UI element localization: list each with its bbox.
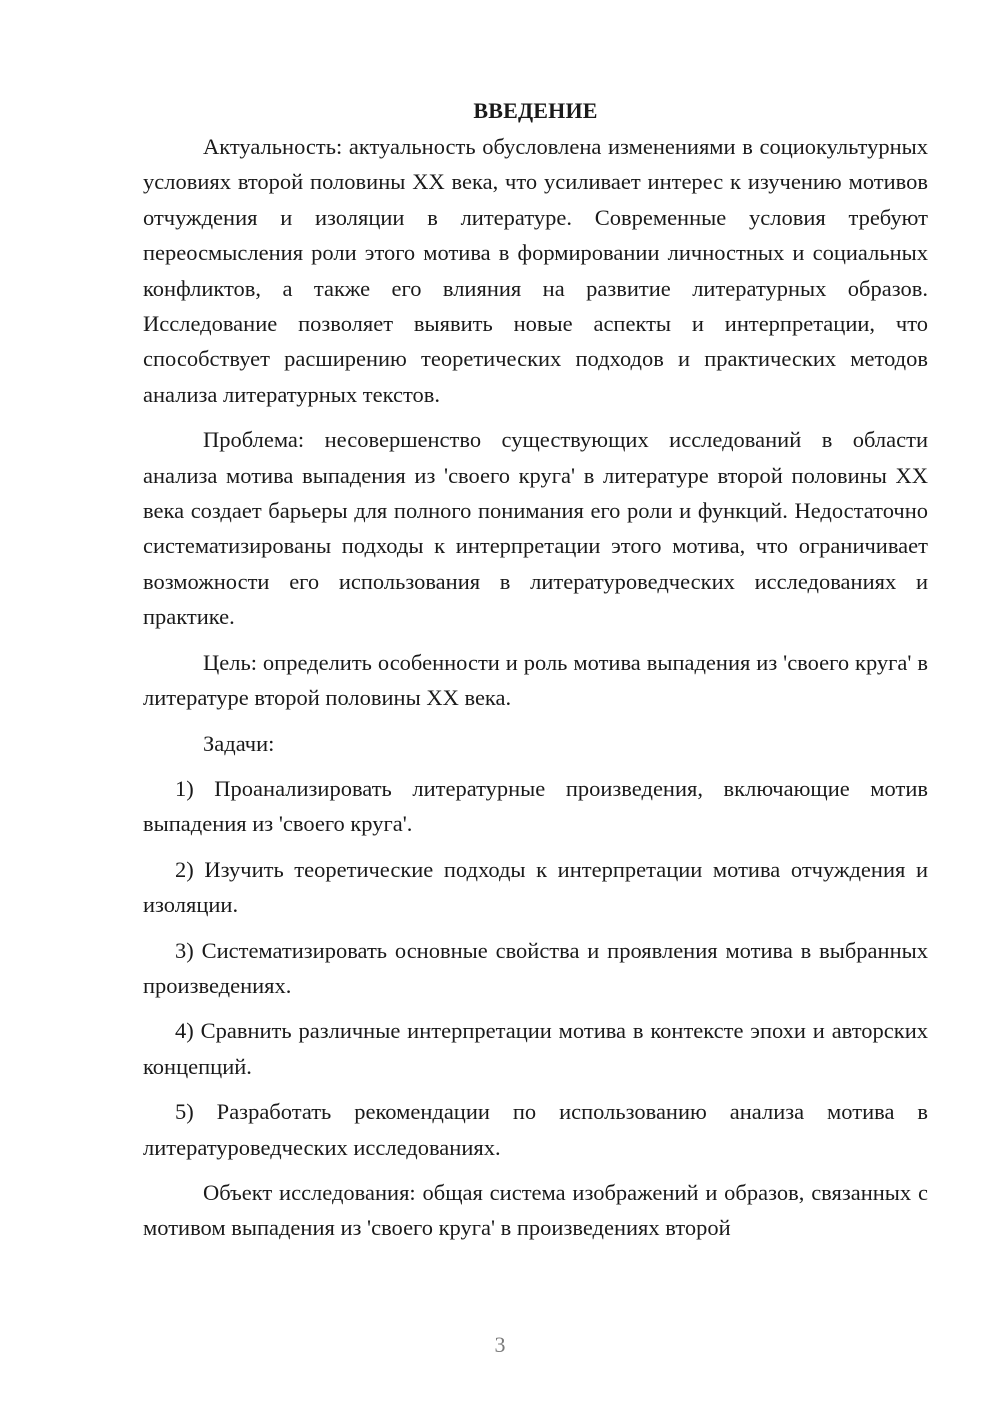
problem-paragraph: Проблема: несовершенство существующих исследований в области анализа мотива выпадения из 'своего круга' в литературе второй половины XX века создает барьеры для полного понимания его роли и функций. Недостаточно систематизированы подходы к интерпретации этого мотива, что ограничивает возможности его использования в литературоведческих исследованиях и практике. [143, 427, 928, 630]
task-item: 4) Сравнить различные интерпретации мотива в контексте эпохи и авторских концепций. [143, 1018, 928, 1079]
object-paragraph: Объект исследования: общая система изображений и образов, связанных с мотивом выпадения из 'своего круга' в произведениях второй [143, 1179, 928, 1241]
relevance-paragraph: Актуальность: актуальность обусловлена изменениями в социокультурных условиях второй половины XX века, что усиливает интерес к изучению мотивов отчуждения и изоляции в литературе. Современные условия требуют переосмысления роли этого мотива в формировании личностных и социальных конфликтов, а также его влияния на развитие литературных образов. Исследование позволяет выявить новые аспекты и интерпретации, что способствует расширению теоретических подходов и практических методов анализа литературных текстов. [143, 134, 928, 407]
task-item: 2) Изучить теоретические подходы к интерпретации мотива отчуждения и изоляции. [143, 856, 928, 918]
task-item: 3) Систематизировать основные свойства и проявления мотива в выбранных произведениях. [143, 937, 928, 998]
page-number: 3 [494, 1332, 506, 1357]
tasks-heading: Задачи: [203, 730, 275, 756]
task-item: 1) Проанализировать литературные произведения, включающие мотив выпадения из 'своего круга'. [143, 775, 928, 837]
document-body [143, 95, 928, 1256]
section-title: ВВЕДЕНИЕ [473, 98, 598, 123]
task-item: 5) Разработать рекомендации по использованию анализа мотива в литературоведческих исследованиях. [143, 1099, 928, 1160]
goal-paragraph: Цель: определить особенности и роль мотива выпадения из 'своего круга' в литературе второй половины XX века. [143, 649, 928, 711]
